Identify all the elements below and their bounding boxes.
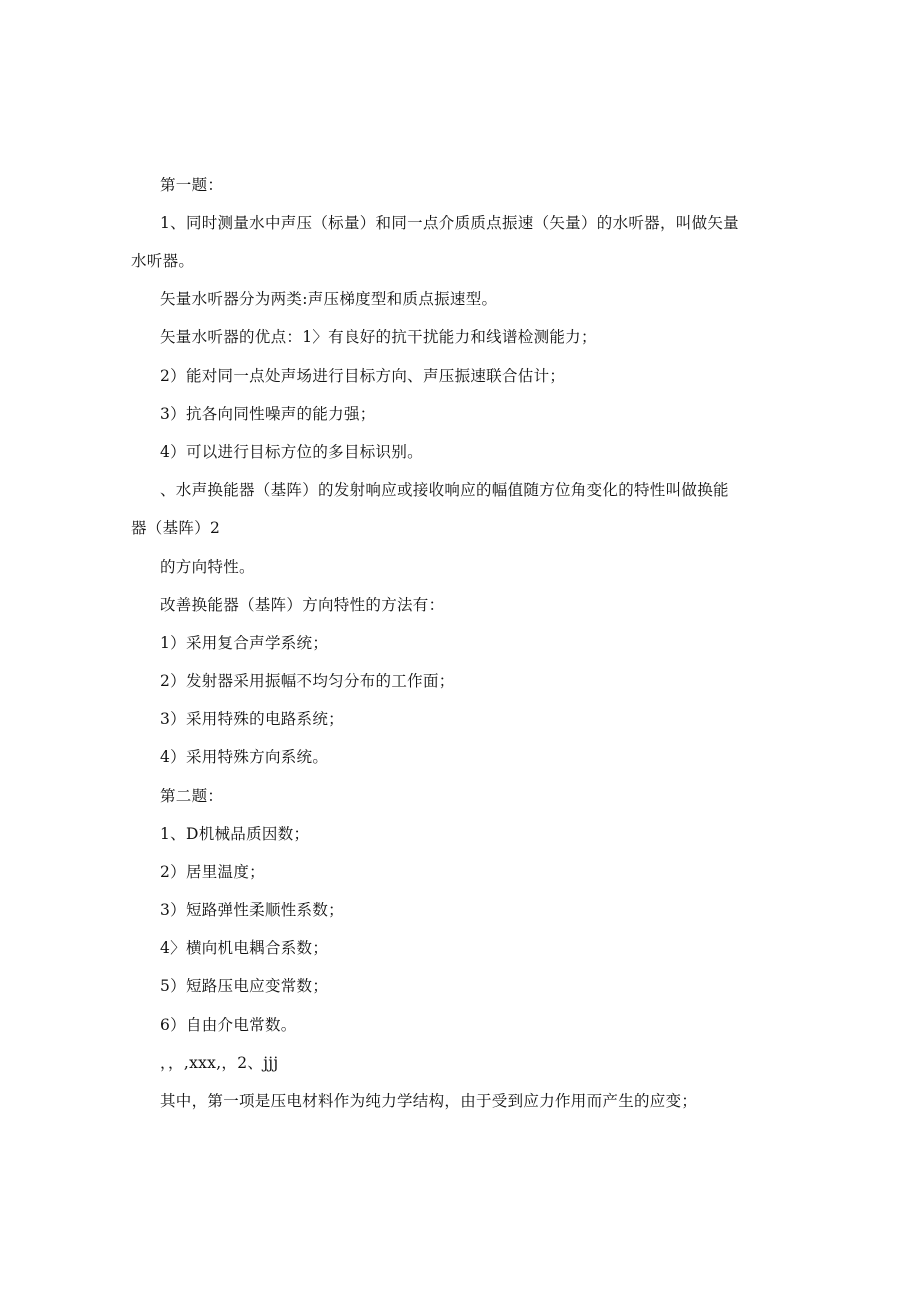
list-item: 6）自由介电常数。 [160,1016,297,1034]
list-item: 4〉横向机电耦合系数； [160,939,329,957]
paragraph-line: 水听器。 [131,252,195,270]
paragraph-line: 器（基阵）2 [131,519,221,537]
paragraph-line: 的方向特性。 [160,558,255,576]
list-item: 5）短路压电应变常数； [160,977,329,995]
paragraph-line: 改善换能器（基阵）方向特性的方法有： [160,596,445,614]
paragraph-line: 矢量水听器的优点：1〉有良好的抗干扰能力和线谱检测能力； [160,328,597,346]
heading-question-one: 第一题： [160,176,224,194]
formula-line: ，，,xxx,，2、jjj [160,1054,279,1072]
list-item: 1）采用复合声学系统； [160,634,329,652]
list-item: 2）发射器采用振幅不均匀分布的工作面； [160,672,455,690]
paragraph-line: 其中，第一项是压电材料作为纯力学结构，由于受到应力作用而产生的应变； [160,1092,698,1110]
paragraph-line: 、水声换能器（基阵）的发射响应或接收响应的幅值随方位角变化的特性叫做换能 [160,481,729,499]
list-item: 4）可以进行目标方位的多目标识别。 [160,443,423,461]
paragraph-line: 1、同时测量水中声压（标量）和同一点介质质点振速（矢量）的水听器，叫做矢量 [160,214,739,232]
list-item: 3）抗各向同性噪声的能力强； [160,405,376,423]
list-item: 3）短路弹性柔顺性系数； [160,901,344,919]
heading-question-two: 第二题： [160,787,224,805]
list-item: 3）采用特殊的电路系统； [160,710,344,728]
list-item: 4）采用特殊方向系统。 [160,748,329,766]
paragraph-line: 矢量水听器分为两类:声压梯度型和质点振速型。 [160,290,498,308]
list-item: 2）居里温度； [160,863,265,881]
list-item: 2）能对同一点处声场进行目标方向、声压振速联合估计； [160,367,566,385]
list-item: 1、D机械品质因数； [160,825,310,843]
